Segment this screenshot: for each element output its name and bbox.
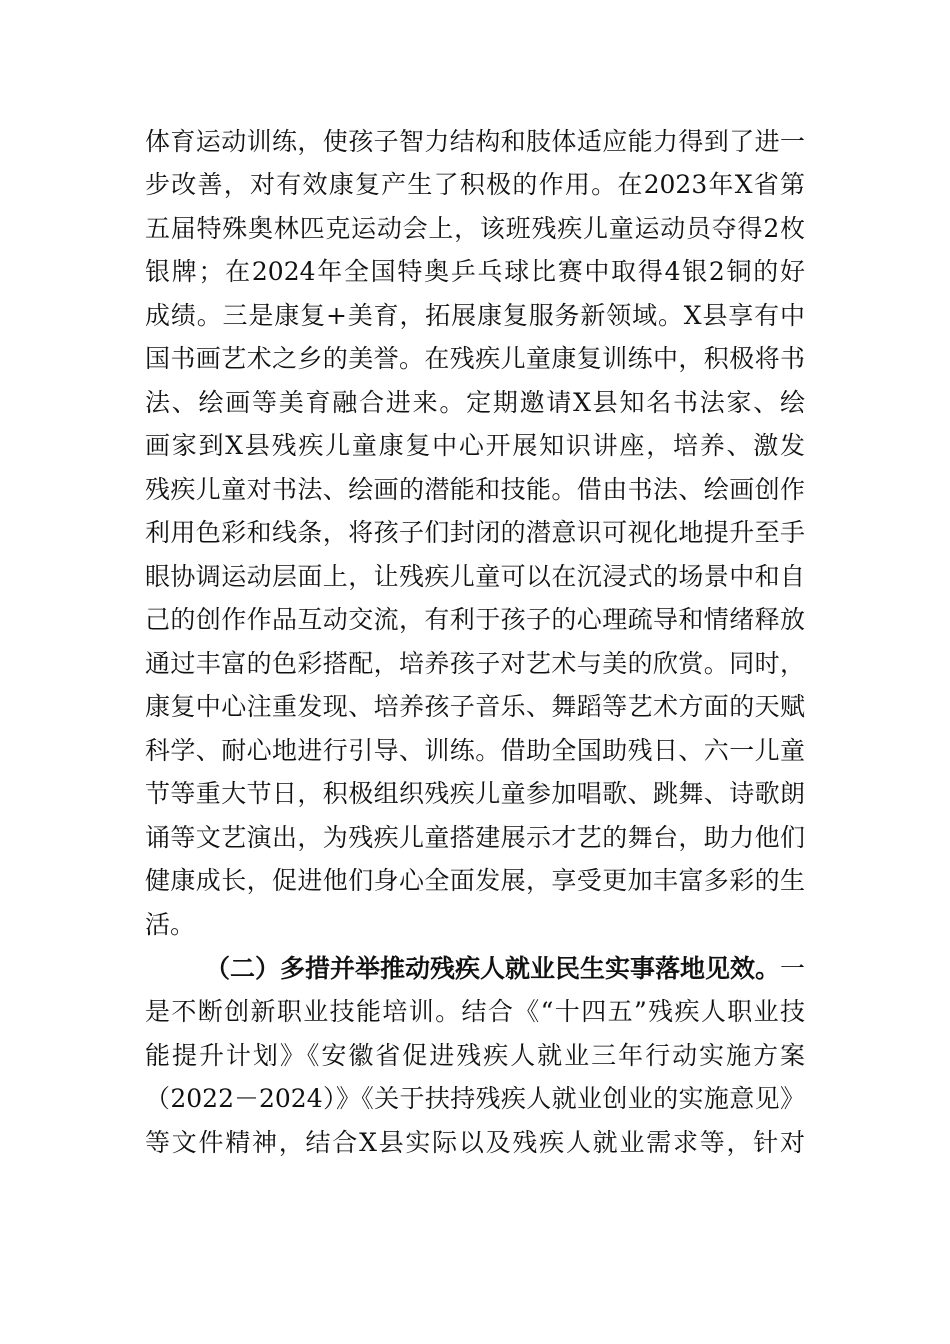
body-text-line: 成绩。三是康复+美育，拓展康复服务新领域。X县享有中 [145,301,805,330]
body-text-line: 是不断创新职业技能培训。结合《“十四五”残疾人职业技 [145,997,805,1026]
body-text-line: 能提升计划》《安徽省促进残疾人就业三年行动实施方案 [145,1041,805,1070]
body-text-line: 法、绘画等美育融合进来。定期邀请X县知名书法家、绘 [145,388,805,417]
body-text-line: 活。 [145,910,196,939]
body-text-line: 等文件精神，结合X县实际以及残疾人就业需求等，针对 [145,1128,805,1157]
body-text-line: 己的创作作品互动交流，有利于孩子的心理疏导和情绪释放 [145,605,805,634]
body-text-line: 诵等文艺演出，为残疾儿童搭建展示才艺的舞台，助力他们 [145,823,805,852]
body-text-line: （2022－2024）》《关于扶持残疾人就业创业的实施意见》 [145,1084,805,1113]
body-text-line: 利用色彩和线条，将孩子们封闭的潜意识可视化地提升至手 [145,518,805,547]
body-text-line: 节等重大节日，积极组织残疾儿童参加唱歌、跳舞、诗歌朗 [145,779,805,808]
body-text-line: 科学、耐心地进行引导、训练。借助全国助残日、六一儿童 [145,736,805,765]
body-text-line: 康复中心注重发现、培养孩子音乐、舞蹈等艺术方面的天赋 [145,692,805,721]
body-text-line: 画家到X县残疾儿童康复中心开展知识讲座，培养、激发 [145,431,805,460]
body-text-line: 银牌；在2024年全国特奥乒乓球比赛中取得4银2铜的好 [145,257,805,286]
body-text-line: 残疾儿童对书法、绘画的潜能和技能。借由书法、绘画创作 [145,475,805,504]
section-heading-tail: 一 [780,954,806,983]
body-text-line: 眼协调运动层面上，让残疾儿童可以在沉浸式的场景中和自 [145,562,805,591]
section-heading-line [205,947,805,991]
body-text-line: 通过丰富的色彩搭配，培养孩子对艺术与美的欣赏。同时， [145,649,805,678]
body-text-line: 步改善，对有效康复产生了积极的作用。在2023年X省第 [145,170,805,199]
section-heading: （二）多措并举推动残疾人就业民生实事落地见效。 [205,954,781,983]
body-text-line: 健康成长，促进他们身心全面发展，享受更加丰富多彩的生 [145,866,805,895]
body-text-line: 五届特殊奥林匹克运动会上，该班残疾儿童运动员夺得2枚 [145,214,805,243]
body-text-line: 体育运动训练，使孩子智力结构和肢体适应能力得到了进一 [145,127,805,156]
body-text-line: 国书画艺术之乡的美誉。在残疾儿童康复训练中，积极将书 [145,344,805,373]
